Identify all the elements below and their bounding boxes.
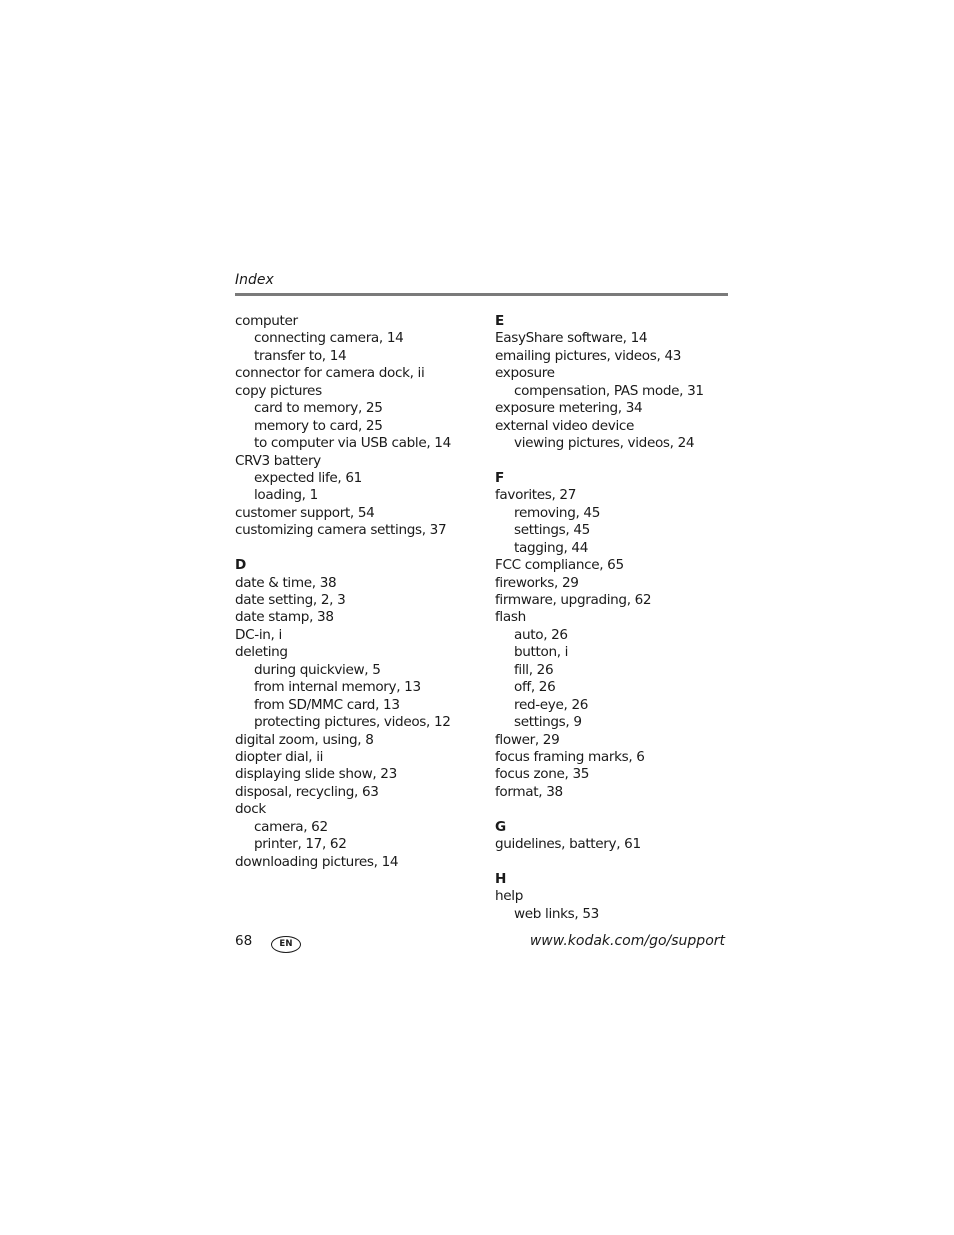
index-entry: focus framing marks, 6 (495, 748, 645, 765)
index-entry: focus zone, 35 (495, 766, 590, 783)
index-subentry: red-eye, 26 (514, 696, 589, 713)
index-section-letter: H (495, 871, 507, 887)
index-section-letter: G (495, 818, 506, 835)
section-gap (235, 540, 451, 557)
index-entry: exposure (495, 365, 555, 382)
index-entry: customer support, 54 (235, 504, 375, 521)
index-entry: connector for camera dock, ii (235, 365, 425, 382)
index-entry: dock (235, 801, 266, 818)
index-subentry: off, 26 (514, 679, 556, 696)
index-entry: emailing pictures, videos, 43 (495, 347, 682, 364)
index-entry: disposal, recycling, 63 (235, 783, 379, 800)
index-entry: firmware, upgrading, 62 (495, 592, 652, 608)
index-subentry: transfer to, 14 (254, 347, 347, 364)
index-subentry: loading, 1 (254, 487, 318, 504)
index-subentry: connecting camera, 14 (254, 330, 404, 347)
index-entry: EasyShare software, 14 (495, 330, 648, 347)
index-entry: CRV3 battery (235, 452, 321, 469)
page-header-title: Index (235, 272, 274, 288)
index-subentry: expected life, 61 (254, 469, 362, 486)
index-subentry: viewing pictures, videos, 24 (514, 435, 695, 452)
page-number: 68 (235, 933, 253, 949)
index-column-left (235, 313, 451, 871)
index-column-right (495, 313, 704, 923)
index-subentry: printer, 17, 62 (254, 836, 347, 853)
index-entry: help (495, 888, 523, 905)
index-subentry: memory to card, 25 (254, 417, 383, 434)
index-subentry: camera, 62 (254, 818, 328, 835)
section-gap (495, 801, 704, 818)
index-subentry: tagging, 44 (514, 539, 589, 556)
section-gap (495, 854, 704, 871)
index-subentry: web links, 53 (514, 905, 599, 922)
index-entry: customizing camera settings, 37 (235, 522, 447, 539)
index-subentry: button, i (514, 644, 569, 661)
index-section-letter: E (495, 313, 504, 329)
section-gap (495, 453, 704, 470)
index-entry: guidelines, battery, 61 (495, 836, 641, 853)
index-section-letter: F (495, 469, 504, 486)
index-entry: format, 38 (495, 783, 563, 800)
language-badge: EN (271, 936, 301, 953)
index-entry: exposure metering, 34 (495, 400, 643, 417)
index-subentry: to computer via USB cable, 14 (254, 435, 451, 452)
index-entry: computer (235, 313, 298, 329)
index-entry: date stamp, 38 (235, 609, 334, 626)
index-subentry: during quickview, 5 (254, 661, 381, 678)
index-entry: flower, 29 (495, 731, 560, 748)
index-entry: deleting (235, 644, 288, 661)
index-subentry: removing, 45 (514, 504, 601, 521)
index-subentry: card to memory, 25 (254, 400, 383, 417)
index-subentry: from internal memory, 13 (254, 679, 421, 696)
index-entry: digital zoom, using, 8 (235, 731, 374, 748)
index-entry: external video device (495, 417, 635, 434)
index-subentry: from SD/MMC card, 13 (254, 696, 400, 713)
index-subentry: fill, 26 (514, 661, 554, 678)
header-divider (235, 293, 728, 296)
index-entry: downloading pictures, 14 (235, 853, 399, 870)
index-subentry: settings, 45 (514, 522, 590, 539)
support-url[interactable]: www.kodak.com/go/support (529, 933, 725, 949)
index-entry: diopter dial, ii (235, 748, 324, 765)
index-entry: date setting, 2, 3 (235, 592, 346, 608)
index-subentry: auto, 26 (514, 626, 568, 643)
index-entry: FCC compliance, 65 (495, 557, 624, 574)
index-entry: displaying slide show, 23 (235, 766, 397, 783)
index-entry: favorites, 27 (495, 487, 577, 504)
index-section-letter: D (235, 557, 246, 574)
index-entry: fireworks, 29 (495, 574, 579, 591)
index-subentry: compensation, PAS mode, 31 (514, 382, 704, 399)
index-entry: flash (495, 609, 526, 626)
index-entry: date & time, 38 (235, 574, 337, 591)
index-entry: DC-in, i (235, 626, 282, 643)
index-subentry: protecting pictures, videos, 12 (254, 714, 451, 731)
index-entry: copy pictures (235, 382, 322, 399)
index-subentry: settings, 9 (514, 714, 582, 731)
